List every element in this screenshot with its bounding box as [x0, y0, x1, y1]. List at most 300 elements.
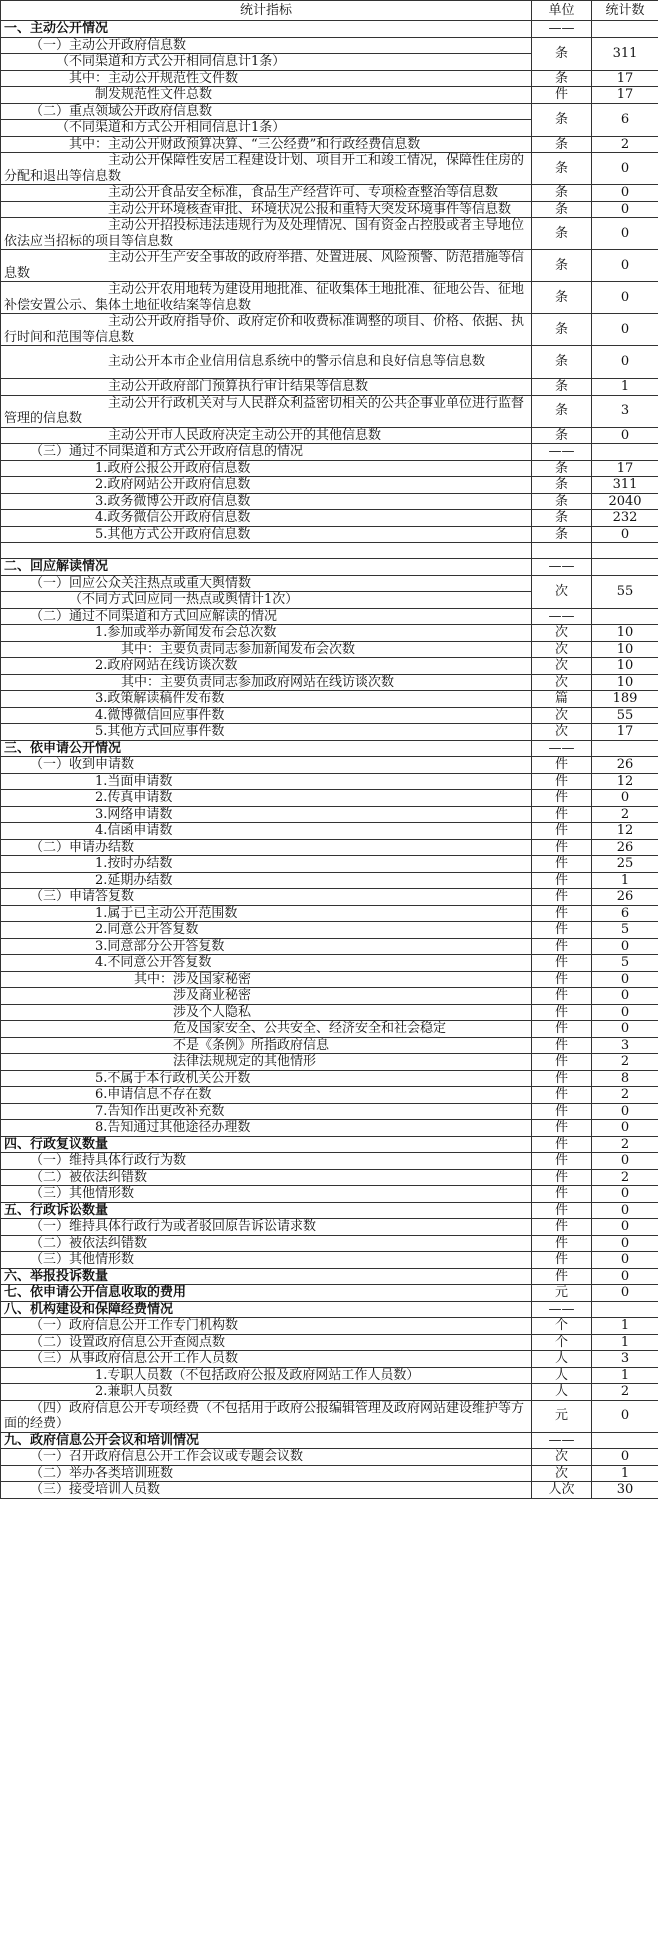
count-cell: 8 — [592, 1070, 658, 1087]
unit-cell: 件 — [532, 1021, 592, 1038]
indicator-cell: 3.政策解读稿件发布数 — [1, 691, 532, 708]
count-cell: 26 — [592, 889, 658, 906]
section-heading: 一、主动公开情况 — [1, 21, 532, 38]
header-count: 统计数 — [592, 1, 658, 21]
count-cell: 5 — [592, 922, 658, 939]
table-row — [1, 575, 658, 592]
count-cell — [592, 543, 658, 559]
count-cell: 17 — [592, 87, 658, 104]
table-row — [1, 1153, 658, 1170]
count-cell — [592, 559, 658, 576]
indicator-cell: 主动公开保障性安居工程建设计划、项目开工和竣工情况，保障性住房的分配和退出等信息数 — [1, 153, 532, 185]
count-cell — [592, 608, 658, 625]
count-cell: 30 — [592, 1482, 658, 1499]
indicator-cell: （一）召开政府信息公开工作会议或专题会议数 — [1, 1449, 532, 1466]
count-cell: 6 — [592, 103, 658, 136]
unit-cell: —— — [532, 559, 592, 576]
unit-cell: 人 — [532, 1384, 592, 1401]
count-cell: 2 — [592, 1136, 658, 1153]
table-row — [1, 1384, 658, 1401]
count-cell: 0 — [592, 314, 658, 346]
unit-cell: 件 — [532, 889, 592, 906]
unit-cell: 件 — [532, 1153, 592, 1170]
unit-cell: 条 — [532, 136, 592, 153]
indicator-cell: 主动公开环境核查审批、环境状况公报和重特大突发环境事件等信息数 — [1, 201, 532, 218]
count-cell: 0 — [592, 971, 658, 988]
unit-cell: 元 — [532, 1285, 592, 1302]
indicator-cell: 主动公开本市企业信用信息系统中的警示信息和良好信息等信息数 — [1, 346, 532, 379]
table-row — [1, 1004, 658, 1021]
table-row — [1, 641, 658, 658]
unit-cell: 次 — [532, 707, 592, 724]
table-row — [1, 282, 658, 314]
unit-cell: 人 — [532, 1367, 592, 1384]
count-cell: 10 — [592, 674, 658, 691]
unit-cell: 条 — [532, 218, 592, 250]
count-cell: 0 — [592, 1235, 658, 1252]
unit-cell: 件 — [532, 1070, 592, 1087]
unit-cell: 件 — [532, 938, 592, 955]
count-cell: 10 — [592, 641, 658, 658]
table-row — [1, 1465, 658, 1482]
table-row — [1, 1169, 658, 1186]
table-row — [1, 757, 658, 774]
unit-cell: 件 — [532, 922, 592, 939]
table-row — [1, 250, 658, 282]
table-row — [1, 185, 658, 202]
indicator-cell: 1.按时办结数 — [1, 856, 532, 873]
count-cell: 232 — [592, 510, 658, 527]
unit-cell: 件 — [532, 856, 592, 873]
unit-cell: 次 — [532, 1449, 592, 1466]
table-row — [1, 889, 658, 906]
table-body — [1, 21, 658, 1499]
indicator-cell: 其中：主动公开财政预算决算、“三公经费”和行政经费信息数 — [1, 136, 532, 153]
section-heading: 二、回应解读情况 — [1, 559, 532, 576]
unit-cell: 件 — [532, 1136, 592, 1153]
count-cell: 0 — [592, 153, 658, 185]
unit-cell: 人 — [532, 1351, 592, 1368]
indicator-cell: 5.其他方式回应事件数 — [1, 724, 532, 741]
count-cell: 189 — [592, 691, 658, 708]
table-row — [1, 691, 658, 708]
unit-cell: —— — [532, 740, 592, 757]
count-cell: 0 — [592, 1202, 658, 1219]
unit-cell: 条 — [532, 477, 592, 494]
section-heading: 三、依申请公开情况 — [1, 740, 532, 757]
count-cell: 0 — [592, 1153, 658, 1170]
count-cell: 311 — [592, 37, 658, 70]
unit-cell: 条 — [532, 427, 592, 444]
count-cell: 0 — [592, 346, 658, 379]
indicator-cell: 涉及个人隐私 — [1, 1004, 532, 1021]
count-cell: 0 — [592, 427, 658, 444]
table-row — [1, 740, 658, 757]
table-row — [1, 1318, 658, 1335]
indicator-cell: 4.政务微信公开政府信息数 — [1, 510, 532, 527]
table-row — [1, 346, 658, 379]
indicator-cell: 2.延期办结数 — [1, 872, 532, 889]
count-cell: 3 — [592, 1037, 658, 1054]
table-row — [1, 136, 658, 153]
table-row — [1, 856, 658, 873]
unit-cell: 件 — [532, 1004, 592, 1021]
table-row — [1, 872, 658, 889]
table-row-spacer — [1, 543, 658, 559]
unit-cell: —— — [532, 1301, 592, 1318]
count-cell — [592, 740, 658, 757]
indicator-cell: （一）政府信息公开工作专门机构数 — [1, 1318, 532, 1335]
count-cell: 2 — [592, 1087, 658, 1104]
unit-cell: 条 — [532, 185, 592, 202]
count-cell: 10 — [592, 658, 658, 675]
unit-cell: 条 — [532, 510, 592, 527]
indicator-cell: 4.微博微信回应事件数 — [1, 707, 532, 724]
count-cell: 2 — [592, 1169, 658, 1186]
table-row — [1, 218, 658, 250]
unit-cell: 条 — [532, 346, 592, 379]
indicator-cell: （一）维持具体行政行为或者驳回原告诉讼请求数 — [1, 1219, 532, 1236]
table-row — [1, 1367, 658, 1384]
table-row — [1, 773, 658, 790]
indicator-cell: 其中：涉及国家秘密 — [1, 971, 532, 988]
unit-cell: 人次 — [532, 1482, 592, 1499]
table-row — [1, 905, 658, 922]
unit-cell: 条 — [532, 37, 592, 70]
table-row — [1, 1252, 658, 1269]
table-row — [1, 477, 658, 494]
unit-cell: 条 — [532, 395, 592, 427]
unit-cell: 件 — [532, 1103, 592, 1120]
table-row — [1, 1219, 658, 1236]
unit-cell: 件 — [532, 1268, 592, 1285]
indicator-cell: （二）设置政府信息公开查阅点数 — [1, 1334, 532, 1351]
table-row — [1, 724, 658, 741]
unit-cell: 条 — [532, 103, 592, 136]
indicator-cell: 其中：主动公开规范性文件数 — [1, 70, 532, 87]
count-cell: 6 — [592, 905, 658, 922]
indicator-cell: 6.申请信息不存在数 — [1, 1087, 532, 1104]
indicator-cell: （三）其他情形数 — [1, 1252, 532, 1269]
count-cell: 12 — [592, 773, 658, 790]
count-cell: 0 — [592, 526, 658, 543]
indicator-cell: （二）被依法纠错数 — [1, 1169, 532, 1186]
table-row — [1, 1202, 658, 1219]
indicator-cell: （一）主动公开政府信息数 — [1, 37, 532, 54]
table-row — [1, 314, 658, 346]
indicator-cell: 5.不属于本行政机关公开数 — [1, 1070, 532, 1087]
count-cell: 0 — [592, 1400, 658, 1432]
unit-cell: 件 — [532, 87, 592, 104]
table-row — [1, 1087, 658, 1104]
section-heading: 五、行政诉讼数量 — [1, 1202, 532, 1219]
indicator-cell: 2.同意公开答复数 — [1, 922, 532, 939]
unit-cell: 条 — [532, 153, 592, 185]
table-row — [1, 1301, 658, 1318]
unit-cell: 条 — [532, 201, 592, 218]
unit-cell: 件 — [532, 806, 592, 823]
unit-cell: 次 — [532, 724, 592, 741]
count-cell: 10 — [592, 625, 658, 642]
table-row — [1, 707, 658, 724]
unit-cell: 条 — [532, 70, 592, 87]
count-cell: 0 — [592, 1285, 658, 1302]
count-cell: 0 — [592, 1004, 658, 1021]
table-row — [1, 1449, 658, 1466]
unit-cell: 次 — [532, 658, 592, 675]
count-cell — [592, 1432, 658, 1449]
unit-cell: 件 — [532, 905, 592, 922]
table-row — [1, 153, 658, 185]
indicator-cell: 制发规范性文件总数 — [1, 87, 532, 104]
count-cell: 1 — [592, 1367, 658, 1384]
indicator-cell: （三）申请答复数 — [1, 889, 532, 906]
section-heading: 九、政府信息公开会议和培训情况 — [1, 1432, 532, 1449]
table-row — [1, 493, 658, 510]
count-cell: 1 — [592, 872, 658, 889]
table-row — [1, 87, 658, 104]
table-row — [1, 1482, 658, 1499]
indicator-cell: 2.政府网站公开政府信息数 — [1, 477, 532, 494]
indicator-cell: （三）其他情形数 — [1, 1186, 532, 1203]
unit-cell: 件 — [532, 1087, 592, 1104]
unit-cell: 件 — [532, 1120, 592, 1137]
table-row — [1, 1432, 658, 1449]
table-row — [1, 955, 658, 972]
indicator-cell: 3.同意部分公开答复数 — [1, 938, 532, 955]
indicator-cell: 3.政务微博公开政府信息数 — [1, 493, 532, 510]
unit-cell: 件 — [532, 988, 592, 1005]
table-row — [1, 510, 658, 527]
table-row — [1, 839, 658, 856]
count-cell: 17 — [592, 724, 658, 741]
table-row — [1, 625, 658, 642]
table-row — [1, 1054, 658, 1071]
unit-cell: 件 — [532, 773, 592, 790]
unit-cell: 件 — [532, 1054, 592, 1071]
count-cell: 55 — [592, 575, 658, 608]
unit-cell: 个 — [532, 1318, 592, 1335]
indicator-cell: （一）收到申请数 — [1, 757, 532, 774]
section-heading: 八、机构建设和保障经费情况 — [1, 1301, 532, 1318]
table-row — [1, 1037, 658, 1054]
indicator-cell: 1.专职人员数（不包括政府公报及政府网站工作人员数） — [1, 1367, 532, 1384]
table-row — [1, 823, 658, 840]
count-cell: 2 — [592, 1384, 658, 1401]
count-cell: 2 — [592, 1054, 658, 1071]
indicator-cell: 危及国家安全、公共安全、经济安全和社会稳定 — [1, 1021, 532, 1038]
unit-cell: 个 — [532, 1334, 592, 1351]
indicator-cell: 1.参加或举办新闻发布会总次数 — [1, 625, 532, 642]
unit-cell: 件 — [532, 823, 592, 840]
count-cell: 0 — [592, 282, 658, 314]
indicator-cell: （三）通过不同渠道和方式公开政府信息的情况 — [1, 444, 532, 461]
table-row — [1, 395, 658, 427]
count-cell — [592, 1301, 658, 1318]
table-row — [1, 444, 658, 461]
indicator-cell: 涉及商业秘密 — [1, 988, 532, 1005]
unit-cell: 件 — [532, 1252, 592, 1269]
indicator-cell: 4.不同意公开答复数 — [1, 955, 532, 972]
count-cell: 0 — [592, 1449, 658, 1466]
indicator-cell — [1, 543, 532, 559]
indicator-cell: （三）接受培训人员数 — [1, 1482, 532, 1499]
unit-cell: 件 — [532, 1186, 592, 1203]
table-row — [1, 1268, 658, 1285]
unit-cell: 条 — [532, 493, 592, 510]
count-cell: 0 — [592, 1252, 658, 1269]
indicator-cell: 1.属于已主动公开范围数 — [1, 905, 532, 922]
indicator-cell: 2.传真申请数 — [1, 790, 532, 807]
unit-cell: 件 — [532, 757, 592, 774]
unit-cell: 条 — [532, 379, 592, 396]
count-cell: 1 — [592, 1465, 658, 1482]
count-cell: 55 — [592, 707, 658, 724]
unit-cell: 条 — [532, 250, 592, 282]
indicator-cell: 主动公开政府指导价、政府定价和收费标准调整的项目、价格、依据、执行时间和范围等信息数 — [1, 314, 532, 346]
table-header-row — [1, 1, 658, 21]
table-row — [1, 1070, 658, 1087]
indicator-cell: 法律法规规定的其他情形 — [1, 1054, 532, 1071]
table-row — [1, 427, 658, 444]
unit-cell: —— — [532, 608, 592, 625]
indicator-cell: 2.政府网站在线访谈次数 — [1, 658, 532, 675]
count-cell: 0 — [592, 1103, 658, 1120]
indicator-cell: 不是《条例》所指政府信息 — [1, 1037, 532, 1054]
indicator-cell: 主动公开食品安全标准，食品生产经营许可、专项检查整治等信息数 — [1, 185, 532, 202]
table-row — [1, 658, 658, 675]
indicator-cell: （不同方式回应同一热点或舆情计1次） — [1, 592, 532, 609]
count-cell: 1 — [592, 1334, 658, 1351]
table-row — [1, 103, 658, 120]
table-row — [1, 988, 658, 1005]
table-row — [1, 1351, 658, 1368]
count-cell: 2 — [592, 136, 658, 153]
count-cell: 0 — [592, 1120, 658, 1137]
count-cell: 26 — [592, 757, 658, 774]
count-cell: 0 — [592, 218, 658, 250]
table-row — [1, 37, 658, 54]
indicator-cell: （二）申请办结数 — [1, 839, 532, 856]
unit-cell: 件 — [532, 1219, 592, 1236]
count-cell: 1 — [592, 1318, 658, 1335]
indicator-cell: 2.兼职人员数 — [1, 1384, 532, 1401]
indicator-cell: 其中：主要负责同志参加政府网站在线访谈次数 — [1, 674, 532, 691]
count-cell: 26 — [592, 839, 658, 856]
indicator-cell: 主动公开行政机关对与人民群众利益密切相关的公共企事业单位进行监督管理的信息数 — [1, 395, 532, 427]
unit-cell: 件 — [532, 955, 592, 972]
count-cell: 3 — [592, 395, 658, 427]
indicator-cell: 5.其他方式公开政府信息数 — [1, 526, 532, 543]
header-indicator: 统计指标 — [1, 1, 532, 21]
table-row — [1, 806, 658, 823]
indicator-cell: 3.网络申请数 — [1, 806, 532, 823]
indicator-cell: （一）回应公众关注热点或重大舆情数 — [1, 575, 532, 592]
count-cell: 17 — [592, 70, 658, 87]
count-cell: 0 — [592, 1186, 658, 1203]
count-cell: 311 — [592, 477, 658, 494]
indicator-cell: （四）政府信息公开专项经费（不包括用于政府公报编辑管理及政府网站建设维护等方面的经费） — [1, 1400, 532, 1432]
table-row — [1, 379, 658, 396]
count-cell: 17 — [592, 460, 658, 477]
count-cell: 0 — [592, 185, 658, 202]
unit-cell: 件 — [532, 971, 592, 988]
count-cell: 1 — [592, 379, 658, 396]
unit-cell: 件 — [532, 1037, 592, 1054]
count-cell: 0 — [592, 938, 658, 955]
count-cell — [592, 21, 658, 38]
indicator-cell: （一）维持具体行政行为数 — [1, 1153, 532, 1170]
unit-cell: 次 — [532, 625, 592, 642]
count-cell — [592, 444, 658, 461]
indicator-cell: （二）重点领域公开政府信息数 — [1, 103, 532, 120]
indicator-cell: 主动公开市人民政府决定主动公开的其他信息数 — [1, 427, 532, 444]
table-row — [1, 1021, 658, 1038]
unit-cell: 件 — [532, 872, 592, 889]
table-row — [1, 790, 658, 807]
indicator-cell: 主动公开政府部门预算执行审计结果等信息数 — [1, 379, 532, 396]
table-row — [1, 1120, 658, 1137]
count-cell: 2040 — [592, 493, 658, 510]
table-row — [1, 559, 658, 576]
section-heading: 四、行政复议数量 — [1, 1136, 532, 1153]
table-row — [1, 608, 658, 625]
unit-cell: 件 — [532, 1202, 592, 1219]
unit-cell: 件 — [532, 1169, 592, 1186]
table-row — [1, 674, 658, 691]
count-cell: 0 — [592, 790, 658, 807]
table-row — [1, 201, 658, 218]
indicator-cell: （三）从事政府信息公开工作人员数 — [1, 1351, 532, 1368]
table-row — [1, 1285, 658, 1302]
count-cell: 5 — [592, 955, 658, 972]
header-unit: 单位 — [532, 1, 592, 21]
count-cell: 0 — [592, 988, 658, 1005]
indicator-cell: 主动公开农用地转为建设用地批准、征收集体土地批准、征地公告、征地补偿安置公示、集体土地征收结案等信息数 — [1, 282, 532, 314]
indicator-cell: （不同渠道和方式公开相同信息计1条） — [1, 54, 532, 71]
unit-cell: 元 — [532, 1400, 592, 1432]
section-heading: 七、依申请公开信息收取的费用 — [1, 1285, 532, 1302]
count-cell: 2 — [592, 806, 658, 823]
unit-cell — [532, 543, 592, 559]
table-row — [1, 1334, 658, 1351]
table-row — [1, 1136, 658, 1153]
indicator-cell: （二）通过不同渠道和方式回应解读的情况 — [1, 608, 532, 625]
indicator-cell: 主动公开招投标违法违规行为及处理情况、国有资金占控股或者主导地位依法应当招标的项目等信息数 — [1, 218, 532, 250]
indicator-cell: 7.告知作出更改补充数 — [1, 1103, 532, 1120]
unit-cell: 件 — [532, 1235, 592, 1252]
unit-cell: 条 — [532, 460, 592, 477]
indicator-cell: 1.政府公报公开政府信息数 — [1, 460, 532, 477]
indicator-cell: 4.信函申请数 — [1, 823, 532, 840]
indicator-cell: 8.告知通过其他途径办理数 — [1, 1120, 532, 1137]
table-row — [1, 460, 658, 477]
unit-cell: —— — [532, 444, 592, 461]
unit-cell: 次 — [532, 674, 592, 691]
unit-cell: 条 — [532, 526, 592, 543]
table-row — [1, 1400, 658, 1432]
table-row — [1, 70, 658, 87]
table-row — [1, 1186, 658, 1203]
count-cell: 0 — [592, 250, 658, 282]
unit-cell: —— — [532, 21, 592, 38]
indicator-cell: 主动公开生产安全事故的政府举措、处置进展、风险预警、防范措施等信息数 — [1, 250, 532, 282]
unit-cell: —— — [532, 1432, 592, 1449]
count-cell: 0 — [592, 1021, 658, 1038]
unit-cell: 篇 — [532, 691, 592, 708]
unit-cell: 条 — [532, 314, 592, 346]
count-cell: 0 — [592, 1219, 658, 1236]
